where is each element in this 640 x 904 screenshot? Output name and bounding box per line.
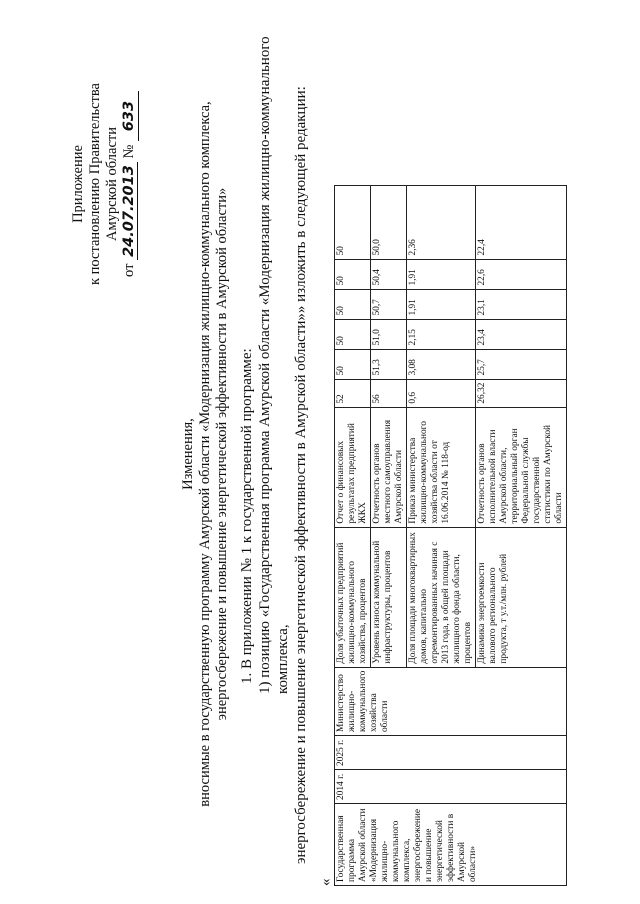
responsible-cell: Министерство жилищно-коммунального хозяйства области xyxy=(335,667,567,735)
year-end-cell: 2025 г. xyxy=(335,736,567,770)
value-cell: 22,6 xyxy=(476,259,567,289)
value-cell: 51,0 xyxy=(371,319,407,349)
handwritten-number: 633 xyxy=(121,91,139,141)
value-cell: 52 xyxy=(335,379,371,407)
title-line-2: вносимые в государственную программу Амурской области «Модернизация жилищно-коммунального комплекса, xyxy=(197,101,213,807)
value-cell: 2,36 xyxy=(407,185,476,259)
value-cell: 50,7 xyxy=(371,289,407,319)
intro-text xyxy=(238,24,310,864)
intro-line-3: энергосбережение и повышение энергетической эффективности в Амурской области»» изложить в следующей редакции: xyxy=(293,86,309,864)
appendix-title: Приложение xyxy=(70,145,86,223)
value-cell: 50,0 xyxy=(371,185,407,259)
program-name-cell: Государственная программа Амурской области «Модернизация жилищно-коммунального комплекса, энергосбережение и повышение энергетической эффективности в Амурской области» xyxy=(335,804,567,886)
value-cell: 3,08 xyxy=(407,349,476,379)
value-cell: 0,6 xyxy=(407,379,476,407)
indicators-table xyxy=(334,185,567,886)
value-cell: 2,15 xyxy=(407,319,476,349)
value-cell: 50 xyxy=(335,289,371,319)
value-cell: 23,1 xyxy=(476,289,567,319)
value-cell: 56 xyxy=(371,379,407,407)
value-cell: 23,4 xyxy=(476,319,567,349)
appendix-date-line xyxy=(121,34,139,334)
value-cell: 50 xyxy=(335,349,371,379)
indicator-cell: Доля убыточных предприятий жилищно-коммунального хозяйства, процентов xyxy=(335,527,371,667)
value-cell: 22,4 xyxy=(476,185,567,259)
number-sign: № xyxy=(121,144,137,159)
value-cell: 25,7 xyxy=(476,349,567,379)
year-start-cell: 2014 г. xyxy=(335,770,567,804)
value-cell: 50 xyxy=(335,319,371,349)
source-cell: Отчетность органов исполнительной власти Амурской области, территориальный орган Федеральной службы государственной статистики по Амурской области xyxy=(476,407,567,527)
intro-line-1: 1. В приложении № 1 к государственной программе: xyxy=(239,348,255,684)
indicator-cell: Доля площади многоквартирных домов, капитально отремонтированных начиная с 2013 года, в общей площади жилищного фонда области, процентов xyxy=(407,527,476,667)
value-cell: 1,91 xyxy=(407,259,476,289)
indicator-cell: Уровень износа коммунальной инфраструктуры, процентов xyxy=(371,527,407,667)
intro-line-2: 1) позицию «Государственная программа Амурской области «Модернизация жилищно-коммунального комплекса, xyxy=(257,36,291,694)
source-cell: Приказ министерства жилищно-коммунального хозяйства области от 16.06.2014 № 118-од xyxy=(407,407,476,527)
value-cell: 1,91 xyxy=(407,289,476,319)
document-title xyxy=(180,44,231,864)
indicator-cell: Динамика энергоемкости валового регионального продукта, т у.т./млн. рублей xyxy=(476,527,567,667)
value-cell: 50 xyxy=(335,185,371,259)
source-cell: Отчет о финансовых результатах предприятий ЖКХ xyxy=(335,407,371,527)
table-row xyxy=(335,185,371,885)
value-cell: 26,32 xyxy=(476,379,567,407)
title-heading: Изменения, xyxy=(180,418,196,490)
value-cell: 51,3 xyxy=(371,349,407,379)
source-cell: Отчетность органов местного самоуправления Амурской области xyxy=(371,407,407,527)
title-line-3: энергосбережение и повышение энергетической эффективности в Амурской области» xyxy=(214,187,230,721)
appendix-decree-line: к постановлению Правительства xyxy=(87,83,103,285)
appendix-region-line: Амурской области xyxy=(104,127,120,241)
value-cell: 50,4 xyxy=(371,259,407,289)
value-cell: 50 xyxy=(335,259,371,289)
opening-quote: « xyxy=(318,878,334,886)
date-prefix: от xyxy=(121,263,137,277)
handwritten-date: 24.07.2013 xyxy=(121,162,138,260)
appendix-header xyxy=(70,34,139,334)
